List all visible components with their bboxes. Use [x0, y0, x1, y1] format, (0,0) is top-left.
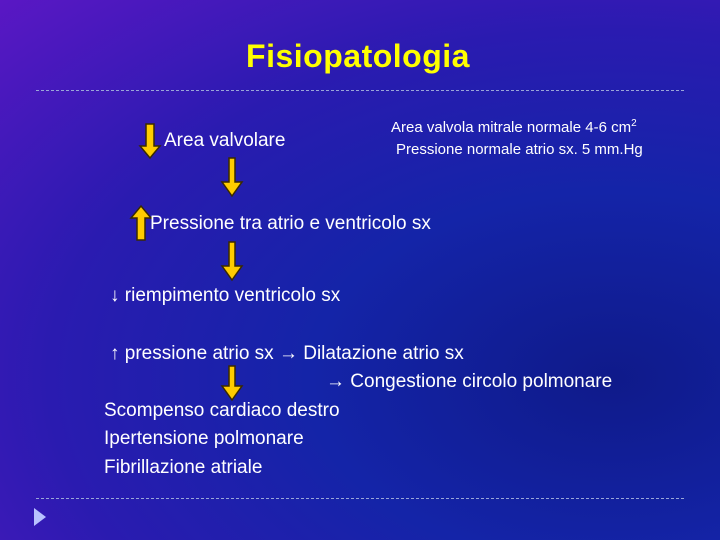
ipertensione-label: Ipertensione polmonare — [104, 428, 304, 449]
down-arrow-icon — [220, 158, 244, 196]
note-area-normal — [391, 118, 637, 136]
top-divider — [36, 90, 684, 91]
riempimento-label: ↓ riempimento ventricolo sx — [110, 285, 341, 306]
down-arrow-icon — [140, 124, 160, 158]
pressione-atrio-label: ↑ pressione atrio sx → Dilatazione atrio sx — [110, 343, 464, 364]
note-area-normal-text: Area valvola mitrale normale 4-6 cm — [391, 119, 632, 136]
down-arrow-icon — [220, 366, 244, 400]
slide-title: Fisiopatologia — [246, 38, 470, 74]
note-area-normal-sup: 2 — [631, 118, 637, 129]
down-arrow-icon — [220, 242, 244, 280]
next-slide-icon[interactable] — [34, 508, 46, 526]
pressione-label: Pressione tra atrio e ventricolo sx — [150, 213, 431, 234]
area-valvolare-label: Area valvolare — [164, 130, 286, 151]
bottom-divider — [36, 498, 684, 499]
fibrillazione-label: Fibrillazione atriale — [104, 457, 263, 478]
note-pressure-normal: Pressione normale atrio sx. 5 mm.Hg — [396, 141, 643, 158]
up-arrow-icon — [131, 206, 151, 240]
congestione-label: → Congestione circolo polmonare — [326, 371, 613, 392]
scompenso-label: Scompenso cardiaco destro — [104, 400, 340, 421]
